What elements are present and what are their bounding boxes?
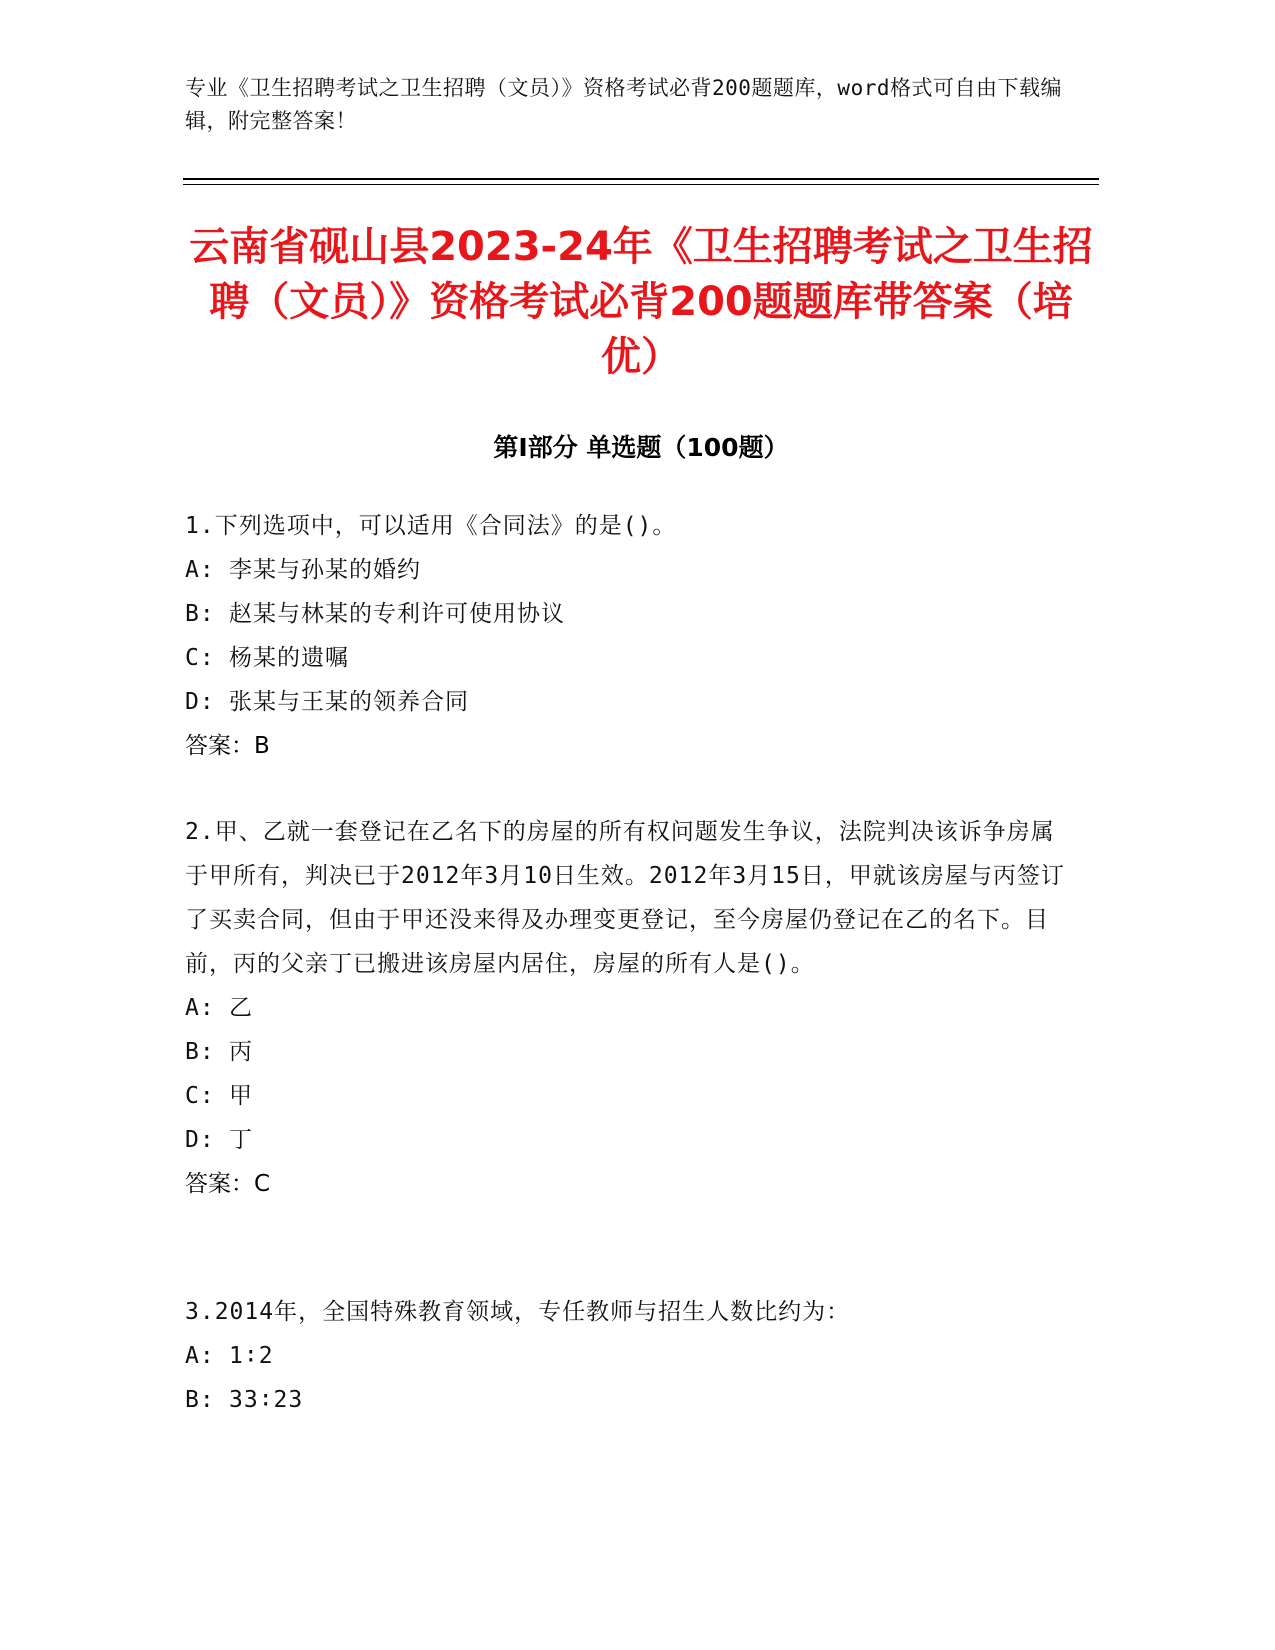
option-a [185,986,1065,1030]
header-note: 专业《卫生招聘考试之卫生招聘（文员）》资格考试必背200题题库，word格式可自由下载编辑，附完整答案！ [185,76,1062,133]
question-2 [185,810,1065,1206]
question-stem: 1.下列选项中，可以适用《合同法》的是()。 [185,513,677,539]
option-key: C: [185,1083,215,1109]
option-a [185,548,1065,592]
option-key: A: [185,1343,215,1369]
option-key: B: [185,1039,215,1065]
option-text: 赵某与林某的专利许可使用协议 [229,601,565,627]
option-text: 张某与王某的领养合同 [229,689,469,715]
question-stem: 2.甲、乙就一套登记在乙名下的房屋的所有权问题发生争议，法院判决该诉争房属于甲所有，判决已于2012年3月10日生效。2012年3月15日，甲就该房屋与丙签订了买卖合同，但由于甲还没来得及办理变更登记，至今房屋仍登记在乙的名下。目前，丙的父亲丁已搬进该房屋内居住，房屋的所有人是()。 [185,819,1065,977]
option-d [185,1118,1065,1162]
option-text: 李某与孙某的婚约 [229,557,421,583]
header-divider-thick [183,178,1099,180]
answer-label: 答案：C [185,1171,271,1197]
document-title: 云南省砚山县2023-24年《卫生招聘考试之卫生招聘（文员）》资格考试必背200题题库带答案（培优） [189,224,1093,380]
option-b [185,592,1065,636]
option-text: 1∶2 [229,1343,274,1369]
option-key: A: [185,995,215,1021]
option-b [185,1030,1065,1074]
section-title: 第Ⅰ部分 单选题（100题） [493,433,789,462]
answer-label: 答案：B [185,733,270,759]
option-key: B: [185,1387,215,1413]
option-text: 丁 [229,1127,253,1153]
option-key: A: [185,557,215,583]
option-text: 杨某的遗嘱 [229,645,349,671]
option-key: C: [185,645,215,671]
question-3 [185,1290,1065,1422]
header-divider-thin [183,184,1099,185]
option-text: 33∶23 [229,1387,304,1413]
option-d [185,680,1065,724]
option-c [185,636,1065,680]
question-stem: 3.2014年，全国特殊教育领域，专任教师与招生人数比约为： [185,1299,851,1325]
option-key: D: [185,1127,215,1153]
option-text: 丙 [229,1039,253,1065]
question-1 [185,504,1065,768]
option-text: 乙 [229,995,253,1021]
option-text: 甲 [229,1083,253,1109]
option-key: B: [185,601,215,627]
option-b [185,1378,1065,1422]
option-key: D: [185,689,215,715]
option-c [185,1074,1065,1118]
option-a [185,1334,1065,1378]
